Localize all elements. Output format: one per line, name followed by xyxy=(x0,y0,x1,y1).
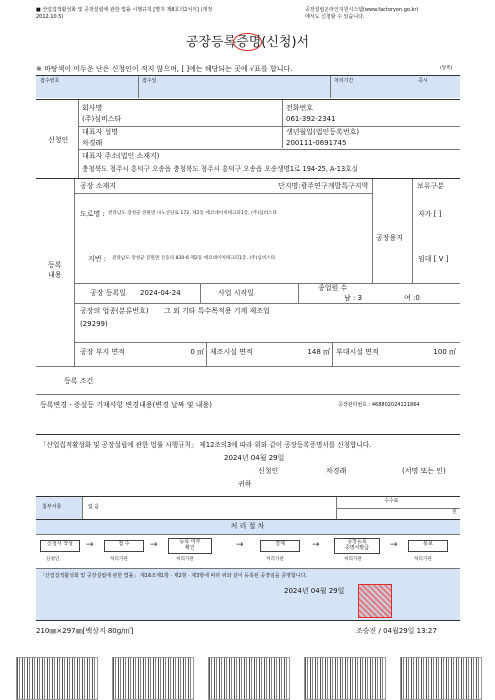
industry-label: 공장의 업종(분류번호) xyxy=(80,307,149,315)
male-count: 남 : 3 xyxy=(344,294,363,302)
step-3-actor: 처리기관 xyxy=(176,557,194,562)
sign-or-seal-label: (서명 또는 인) xyxy=(402,467,446,475)
site-area-label: 공장 부지 면적 xyxy=(80,348,126,356)
aux-area-value: 100 ㎡ xyxy=(433,348,456,356)
receipt-row xyxy=(36,76,460,98)
applicant-section-label: 신청인 xyxy=(48,136,69,144)
step-6-actor: 처리기관 xyxy=(414,557,432,562)
applicant-sign-name: 차경래 xyxy=(326,467,347,475)
step-1-actor: 신청인 xyxy=(46,557,60,562)
start-date-label: 사업 시작일 xyxy=(218,289,255,297)
applicant-sign-label: 신청인 xyxy=(258,467,279,475)
certification-date: 2024년 04월 29일 xyxy=(284,587,345,595)
receipt-date-label: 접수일 xyxy=(142,78,157,84)
mfg-area-label: 제조시설 면적 xyxy=(210,348,253,356)
reg-date-label: 공장 등록일 xyxy=(90,289,127,297)
paper-spec: 210㎜×297㎜[백상지 80g/㎡] xyxy=(36,627,134,635)
law-reference-line1: ■ 산업집적활성화 및 공장설립에 관한 법률 시행규칙 [별지 제8호의2서식] (개정 xyxy=(36,7,213,13)
step-5-box: 공장등록 증명서발급 xyxy=(334,538,380,554)
road-label: 도로명 : xyxy=(80,210,105,218)
reg-date-value: 2024-04-24 xyxy=(140,289,181,297)
arrow-right-icon: → xyxy=(236,540,244,550)
arrow-right-icon: → xyxy=(86,540,94,550)
changes-label: 등록변경 · 증설등 기재사항 변경내용(변경 날짜 및 내용) xyxy=(40,401,213,409)
birth-value: 200111-0691745 xyxy=(286,139,347,147)
law-reference-line2: 2012.10.5) xyxy=(36,14,64,20)
phone-label: 전화번호 xyxy=(286,104,314,112)
management-number: 공장관리번호 : 468802024121864 xyxy=(338,402,420,408)
location-label: 공장 소재지 xyxy=(80,182,117,190)
arrow-right-icon: → xyxy=(150,540,158,550)
rep-value: 차경래 xyxy=(82,139,103,147)
security-barcode xyxy=(304,657,386,700)
industry-code: (29299) xyxy=(80,320,108,328)
procedure-title: 처 리 절 차 xyxy=(230,522,265,530)
registration-label-1: 등록 xyxy=(48,261,62,269)
attached-docs-label: 첨부서류 xyxy=(42,504,62,510)
notice-text: ※ 바탕색이 어두운 난은 신청인이 적지 않으며, [ ]에는 해당되는 곳에 √표를 합니다. xyxy=(36,65,293,73)
fee-label: 수수료 xyxy=(384,498,399,504)
lot-label: 지번 : xyxy=(88,255,107,263)
phone-value: 061-392-2341 xyxy=(286,115,336,123)
road-value: 전라남도 장성군 진원면 나노산단로 172, 제2동 에코네이처테크피1층, (주)심비스타 xyxy=(108,211,277,216)
company-value: (주)심비스타 xyxy=(82,115,122,123)
step-5-actor: 처리기관 xyxy=(344,557,362,562)
arrow-right-icon: → xyxy=(312,540,320,550)
step-6-box: 통보 xyxy=(408,540,448,552)
female-count: 여 :0 xyxy=(404,294,420,302)
lot-value: 전라남도 장성군 진원면 산동리 830-6 제2동 에코네이처테크피1층, (주)심비스타 xyxy=(112,256,276,261)
employees-label: 종업원 수 xyxy=(318,284,348,292)
issuer-info: 조승진 / 04월29일 13:27 xyxy=(356,627,437,635)
addressee: 귀하 xyxy=(238,480,252,488)
step-2-box: 접 수 xyxy=(104,540,144,552)
processing-period-label: 처리기간 xyxy=(334,78,354,84)
receipt-no-label: 접수번호 xyxy=(40,78,60,84)
page-title: 공장등록증명 (신청)서 xyxy=(185,35,310,50)
land-label: 공장용지 xyxy=(376,234,404,242)
security-barcode xyxy=(112,657,194,700)
aux-area-label: 부대시설 면적 xyxy=(336,348,379,356)
company-label: 회사명 xyxy=(82,104,103,112)
possession-label: 보유구분 xyxy=(417,182,445,190)
site-notice-line1: 공장설립온라인지원시스템(www.factoryon.go.kr) xyxy=(305,7,419,13)
mfg-area-value: 148 ㎡ xyxy=(307,348,330,356)
processing-period-value: 즉시 xyxy=(418,78,428,84)
step-4-box: 결재 xyxy=(260,540,300,552)
security-barcode xyxy=(208,657,290,700)
page-side-label: (앞쪽) xyxy=(440,66,453,71)
official-seal-stamp xyxy=(358,584,392,618)
site-area-value: 0 ㎡ xyxy=(190,348,204,356)
step-1-box: 신청서 작성 xyxy=(40,540,80,552)
declaration-date: 2024년 04월 29일 xyxy=(224,454,285,462)
fee-unit: 원 xyxy=(452,509,457,515)
attached-docs-value: 없 음 xyxy=(88,504,100,510)
rep-label: 대표자 성명 xyxy=(82,128,119,136)
industry-value: 그 외 기타 특수목적용 기계 제조업 xyxy=(164,307,270,315)
lease-checkbox[interactable]: 임대 [ V ] xyxy=(418,255,449,263)
birth-label: 생년월일(법인등록번호) xyxy=(286,128,360,136)
step-3-box: 등록 여부 확인 xyxy=(168,538,212,554)
address-label: 대표자 주소(법인 소재지) xyxy=(82,152,160,160)
certification-text: 「산업집적활성화 및 공장설립에 관한 법률」 제16조제1항 · 제2항 · 제3항에 따라 위와 같이 등록된 공장임을 증명합니다. xyxy=(40,573,308,579)
step-4-actor: 처리기관 xyxy=(266,557,284,562)
circled-mark xyxy=(233,33,262,51)
registration-label-2: 내용 xyxy=(48,271,62,279)
address-value: 충청북도 청주시 흥덕구 오송읍 충청북도 청주시 흥덕구 오송읍 오송생명1로 194-25, A-13호실 xyxy=(82,165,358,173)
own-checkbox[interactable]: 자가 [ ] xyxy=(418,210,442,218)
security-barcode xyxy=(16,657,98,700)
site-notice-line2: 에서도 신청할 수 있습니다. xyxy=(305,14,365,20)
condition-label: 등록 조건 xyxy=(64,377,94,385)
complex-label: 단지명:광주연구개발특구지역 xyxy=(278,182,369,190)
step-2-actor: 처리기관 xyxy=(110,557,128,562)
arrow-right-icon: → xyxy=(390,540,398,550)
security-barcode xyxy=(400,657,482,700)
declaration-text: 「산업집적활성화 및 공장설립에 관한 법률 시행규칙」 제12조의3에 따라 위와 같이 공장등록증명서를 신청합니다. xyxy=(40,441,372,449)
